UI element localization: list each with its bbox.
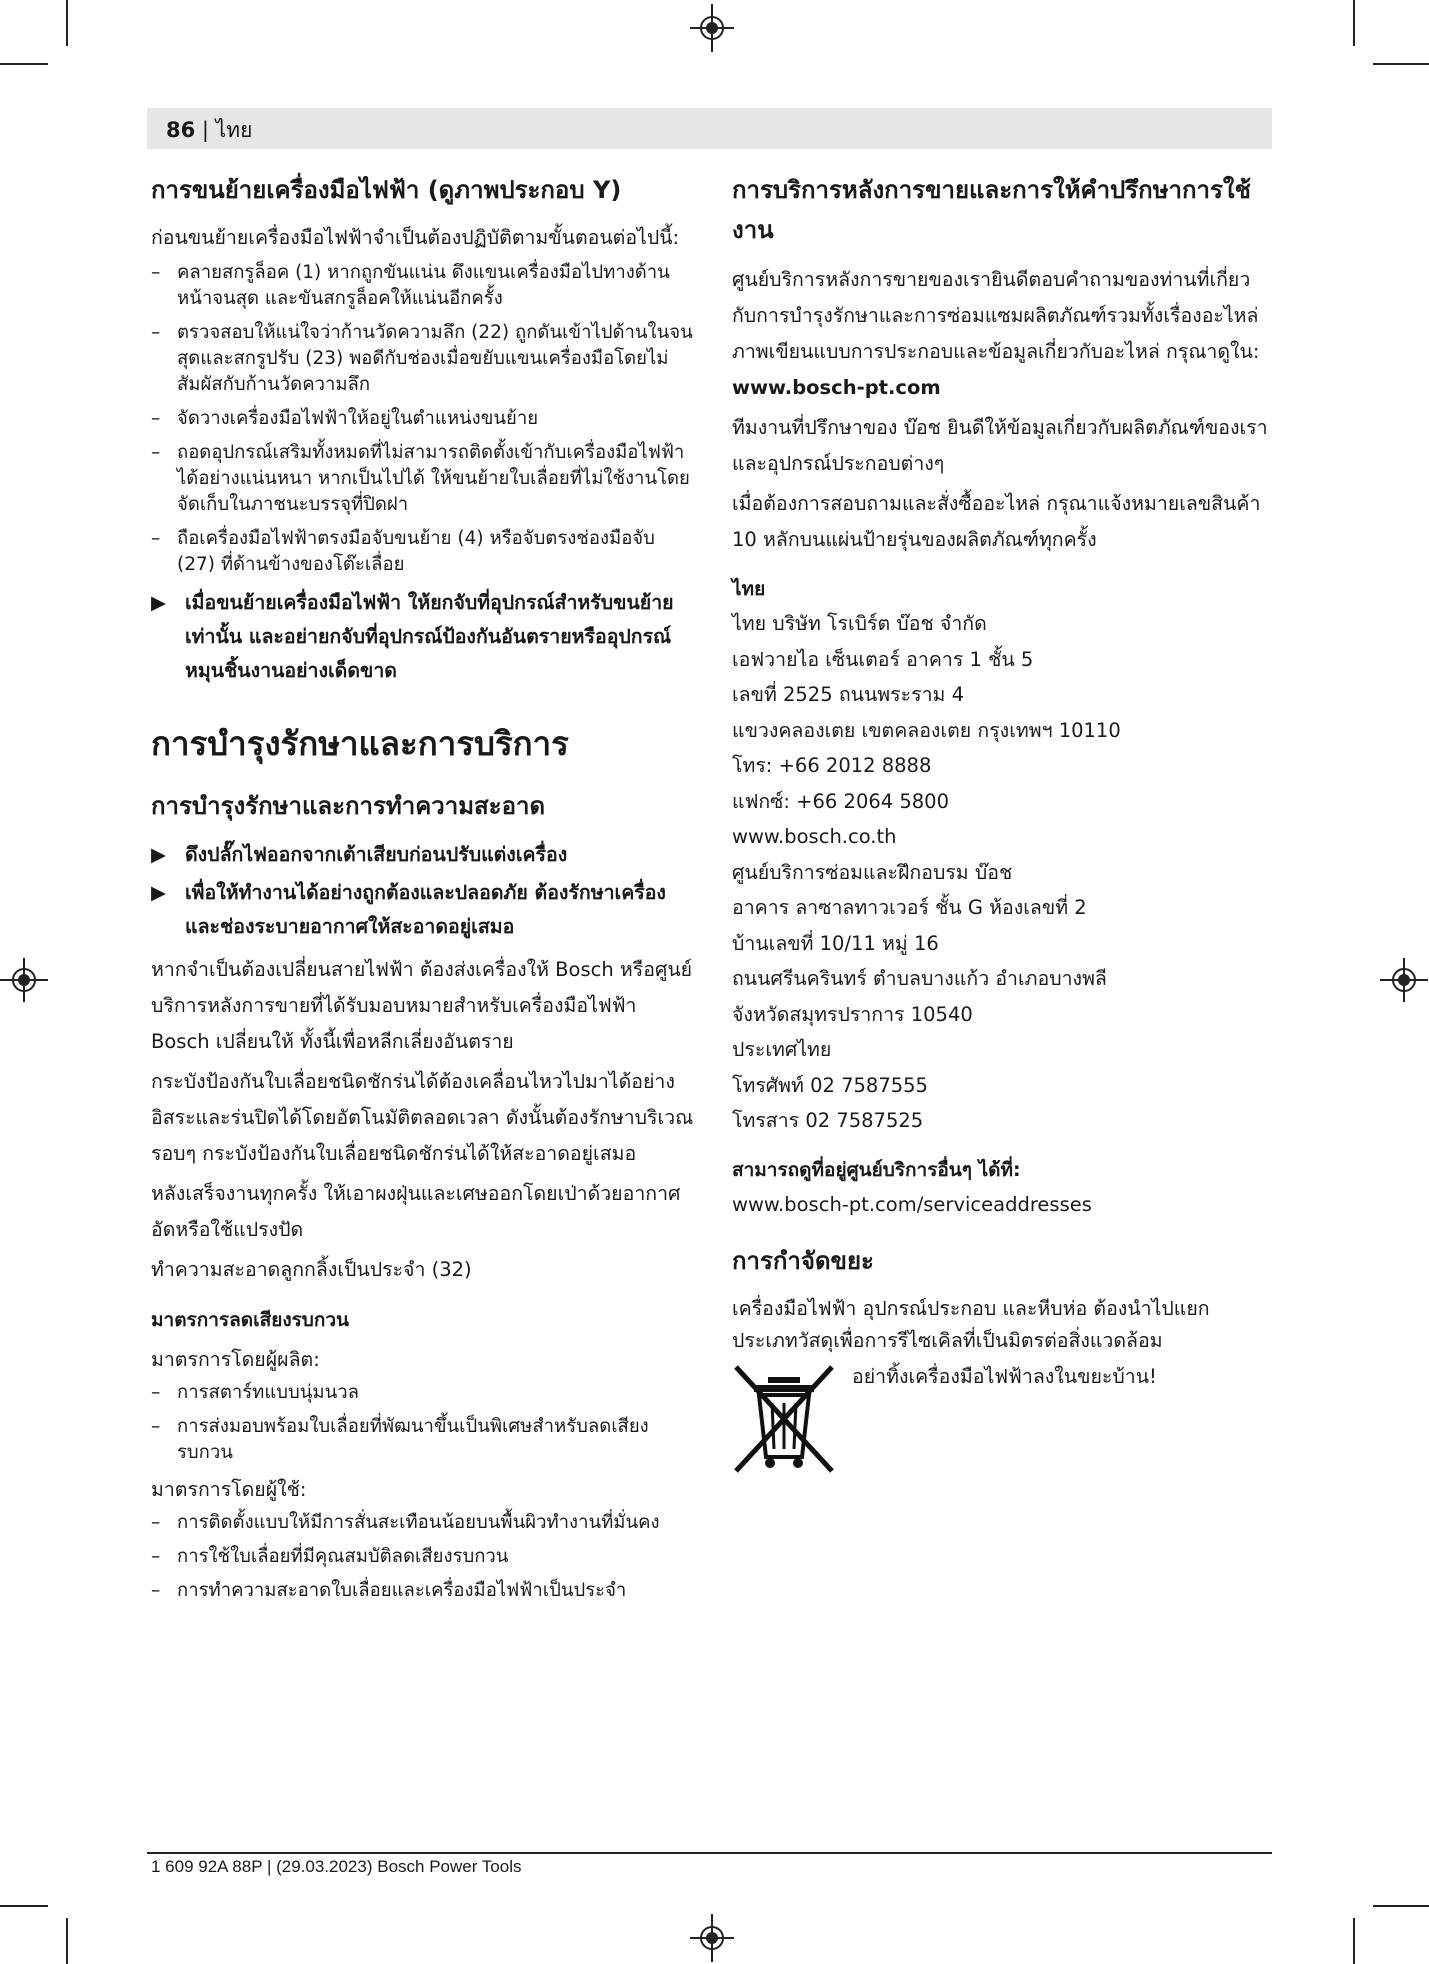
list-item: – ถือเครื่องมือไฟฟ้าตรงมือจับขนย้าย (4) หรือจับตรงช่องมือจับ (27) ที่ด้านข้างของโต๊ะเลื่อย — [151, 526, 696, 578]
registration-mark-right-icon — [1380, 958, 1428, 1002]
transport-steps — [151, 260, 696, 578]
website-link[interactable]: www.bosch.co.th — [732, 825, 897, 848]
country-heading: ไทย — [732, 578, 766, 600]
disposal-warning-row — [732, 1361, 1272, 1511]
spare-parts-paragraph: เมื่อต้องการสอบถามและสั่งซื้ออะไหล่ กรุณาแจ้งหมายเลขสินค้า 10 หลักบนแผ่นป้ายรุ่นของผลิตภัณฑ์ทุกครั้ง — [732, 492, 1261, 551]
manufacturer-label: มาตรการโดยผู้ผลิต: — [151, 1348, 320, 1371]
crop-mark-br-v — [1353, 1918, 1355, 1964]
page-number: 86 — [166, 118, 196, 142]
address-block — [732, 606, 1272, 1139]
list-item: – การสตาร์ทแบบนุ่มนวล — [151, 1380, 696, 1406]
household-waste-warning: อย่าทิ้งเครื่องมือไฟฟ้าลงในขยะบ้าน! — [852, 1364, 1157, 1388]
list-item: – การส่งมอบพร้อมใบเลื่อยที่พัฒนาขึ้นเป็นพิเศษสำหรับลดเสียงรบกวน — [151, 1414, 696, 1466]
crop-mark-tl-h — [0, 63, 48, 65]
address-line: เอฟวายไอ เซ็นเตอร์ อาคาร 1 ชั้น 5 — [732, 647, 1034, 671]
roller-paragraph: ทำความสะอาดลูกกลิ้งเป็นประจำ (32) — [151, 1258, 472, 1281]
address-line: แขวงคลองเตย เขตคลองเตย กรุงเทพฯ 10110 — [732, 718, 1121, 742]
list-item: – คลายสกรูล็อค (1) หากถูกขันแน่น ดึงแขนเครื่องมือไปทางด้านหน้าจนสุด และขันสกรูล็อคให้แน่นอีกครั้ง — [151, 260, 696, 312]
crop-mark-tl-v — [66, 0, 68, 46]
list-item: – การติดตั้งแบบให้มีการสั่นสะเทือนน้อยบนพื้นผิวทำงานที่มั่นคง — [151, 1510, 696, 1536]
more-addresses-label: สามารถดูที่อยู่ศูนย์บริการอื่นๆ ได้ที่: — [732, 1158, 1021, 1181]
address-line: บ้านเลขที่ 10/11 หมู่ 16 — [732, 931, 939, 955]
transport-warning — [151, 586, 696, 688]
crop-mark-tr-h — [1373, 63, 1429, 65]
crop-mark-bl-h — [0, 1905, 48, 1907]
service-title: การบริการหลังการขายและการให้คำปรึกษาการใช้งาน — [732, 176, 1251, 244]
service-addresses-url[interactable]: www.bosch-pt.com/serviceaddresses — [732, 1192, 1092, 1216]
warning-arrow-icon: ▶ — [151, 843, 166, 866]
warning-arrow-icon: ▶ — [151, 591, 166, 614]
address-line: โทรสาร 02 7587525 — [732, 1109, 924, 1132]
registration-mark-left-icon — [0, 958, 48, 1002]
disposal-paragraph: เครื่องมือไฟฟ้า อุปกรณ์ประกอบ และหีบห่อ ต้องนำไปแยกประเภทวัสดุเพื่อการรีไซเคิลที่เป็นมิตรต่อสิ่งแวดล้อม — [732, 1296, 1210, 1352]
address-line: โทรศัพท์ 02 7587555 — [732, 1073, 928, 1097]
right-column — [732, 170, 1272, 1511]
address-line: ประเทศไทย — [732, 1038, 832, 1061]
advisor-paragraph: ทีมงานที่ปรึกษาของ บ๊อช ยินดีให้ข้อมูลเกี่ยวกับผลิตภัณฑ์ของเราและอุปกรณ์ประกอบต่างๆ — [732, 416, 1268, 475]
registration-mark-bottom-icon — [690, 1914, 734, 1962]
header-bar — [147, 108, 1272, 149]
page-header — [166, 114, 252, 147]
address-line: แฟกซ์: +66 2064 5800 — [732, 789, 949, 813]
maintenance-subtitle: การบำรุงรักษาและการทำความสะอาด — [151, 792, 546, 820]
user-label: มาตรการโดยผู้ใช้: — [151, 1478, 307, 1501]
crossed-bin-icon — [732, 1363, 836, 1475]
registration-mark-top-icon — [690, 4, 734, 52]
list-item: – ตรวจสอบให้แน่ใจว่าก้านวัดความลึก (22) ถูกดันเข้าไปด้านในจนสุดและสกรูปรับ (23) พอดีกับช่องเมื่อขยับแขนเครื่องมือโดยไม่สัมผัสกับก้านวัดความลึก — [151, 320, 696, 398]
service-paragraph-text: ศูนย์บริการหลังการขายของเรายินดีตอบคำถามของท่านที่เกี่ยวกับการบำรุงรักษาและการซ่อมแซมผลิตภัณฑ์รวมทั้งเรื่องอะไหล่ ภาพเขียนแบบการประกอบและข้อมูลเกี่ยวกับอะไหล่ กรุณาดูใน: — [732, 268, 1260, 363]
crop-mark-bl-v — [66, 1918, 68, 1964]
list-item: – การทำความสะอาดใบเลื่อยและเครื่องมือไฟฟ้าเป็นประจำ — [151, 1578, 696, 1604]
list-item: – การใช้ใบเลื่อยที่มีคุณสมบัติลดเสียงรบกวน — [151, 1544, 696, 1570]
noise-title: มาตรการลดเสียงรบกวน — [151, 1309, 350, 1331]
footer-divider — [147, 1852, 1272, 1854]
manufacturer-measures — [151, 1380, 696, 1466]
list-item: – ถอดอุปกรณ์เสริมทั้งหมดที่ไม่สามารถติดตั้งเข้ากับเครื่องมือไฟฟ้าได้อย่างแน่นหนา หากเป็นไปได้ ให้ขนย้ายใบเลื่อยที่ไม่ใช้งานโดยจัดเก็บในภาชนะบรรจุที่ปิดฝา — [151, 440, 696, 518]
disposal-title: การกำจัดขยะ — [732, 1246, 874, 1275]
unplug-warning — [151, 838, 696, 872]
address-line: ศูนย์บริการซ่อมและฝึกอบรม บ๊อช — [732, 860, 1013, 884]
clean-warning — [151, 876, 696, 944]
dust-paragraph: หลังเสร็จงานทุกครั้ง ให้เอาผงฝุ่นและเศษออกโดยเป่าด้วยอากาศอัดหรือใช้แปรงปัด — [151, 1182, 681, 1241]
service-url[interactable]: www.bosch-pt.com — [732, 376, 941, 399]
list-item: – จัดวางเครื่องมือไฟฟ้าให้อยู่ในตำแหน่งขนย้าย — [151, 406, 696, 432]
address-line: อาคาร ลาซาลทาวเวอร์ ชั้น G ห้องเลขที่ 2 — [732, 896, 1087, 919]
transport-title: การขนย้ายเครื่องมือไฟฟ้า (ดูภาพประกอบ Y) — [151, 176, 622, 204]
address-line: โทร: +66 2012 8888 — [732, 754, 932, 777]
transport-intro: ก่อนขนย้ายเครื่องมือไฟฟ้าจำเป็นต้องปฏิบัติตามขั้นตอนต่อไปนี้: — [151, 226, 680, 249]
crop-mark-br-h — [1373, 1905, 1429, 1907]
transport-warning-text: เมื่อขนย้ายเครื่องมือไฟฟ้า ให้ยกจับที่อุปกรณ์สำหรับขนย้ายเท่านั้น และอย่ายกจับที่อุปกรณ์ป้องกันอันตรายหรืออุปกรณ์หมุนชิ้นงานอย่างเด็ดขาด — [185, 591, 674, 682]
cable-paragraph: หากจำเป็นต้องเปลี่ยนสายไฟฟ้า ต้องส่งเครื่องให้ Bosch หรือศูนย์บริการหลังการขายที่ได้รับมอบหมายสำหรับเครื่องมือไฟฟ้า Bosch เปลี่ยนให้ ทั้งนี้เพื่อหลีกเลี่ยงอันตราย — [151, 958, 693, 1053]
header-language: ไทย — [215, 118, 253, 142]
maintenance-title: การบำรุงรักษาและการบริการ — [151, 724, 569, 763]
left-column — [151, 170, 696, 1612]
warning-arrow-icon: ▶ — [151, 881, 166, 904]
address-line: ถนนศรีนครินทร์ ตำบลบางแก้ว อำเภอบางพลี — [732, 967, 1107, 990]
crop-mark-tr-v — [1353, 0, 1355, 46]
guard-paragraph: กระบังป้องกันใบเลื่อยชนิดชักร่นได้ต้องเคลื่อนไหวไปมาได้อย่างอิสระและร่นปิดได้โดยอัตโนมัติตลอดเวลา ดังนั้นต้องรักษาบริเวณรอบๆ กระบังป้องกันใบเลื่อยชนิดชักร่นได้ให้สะอาดอยู่เสมอ — [151, 1070, 694, 1165]
address-line: จังหวัดสมุทรปราการ 10540 — [732, 1002, 973, 1026]
user-measures — [151, 1510, 696, 1604]
service-paragraph — [732, 262, 1272, 406]
header-separator: | — [195, 118, 216, 142]
address-line: เลขที่ 2525 ถนนพระราม 4 — [732, 683, 964, 706]
address-line: ไทย บริษัท โรเบิร์ต บ๊อช จำกัด — [732, 612, 987, 635]
unplug-warning-text: ดึงปลั๊กไฟออกจากเต้าเสียบก่อนปรับแต่งเครื่อง — [185, 843, 568, 866]
clean-warning-text: เพื่อให้ทำงานได้อย่างถูกต้องและปลอดภัย ต้องรักษาเครื่องและช่องระบายอากาศให้สะอาดอยู่เสมอ — [185, 881, 666, 938]
footer-text: 1 609 92A 88P | (29.03.2023) Bosch Power Tools — [151, 1857, 522, 1876]
